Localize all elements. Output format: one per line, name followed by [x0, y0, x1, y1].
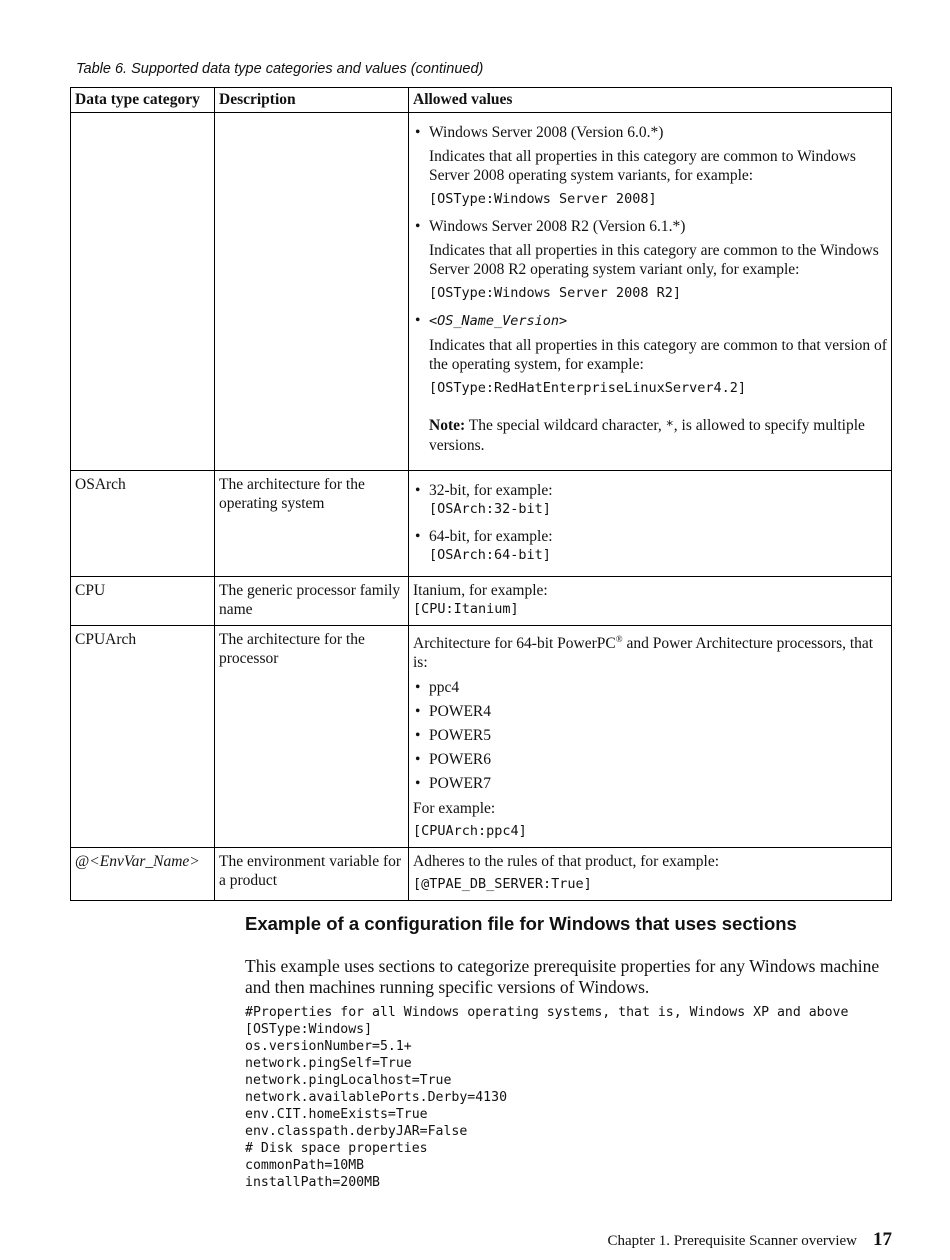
table-header-row	[71, 88, 892, 113]
cell-description-empty	[215, 113, 409, 471]
intro-text-2: and Power Architecture processors, that is:	[413, 635, 874, 672]
note-label: Note:	[429, 417, 466, 434]
list-item	[413, 527, 887, 565]
envvar-line: Adheres to the rules of that product, for example:	[413, 853, 720, 871]
cell-allowed-values	[409, 848, 892, 901]
data-type-table	[70, 87, 892, 901]
arch-list	[413, 481, 887, 565]
header-allowed-values: Allowed values	[409, 88, 892, 113]
list-item: • POWER5	[413, 726, 887, 745]
table-row-envvar	[71, 848, 892, 901]
note-wildcard: *	[665, 418, 674, 434]
header-description: Description	[215, 88, 409, 113]
os-version-list-3	[413, 311, 887, 331]
cell-description: The generic processor family name	[215, 577, 409, 626]
for-example-label: For example:	[413, 800, 496, 818]
note-text-2: , is allowed to specify multiple versions.	[429, 417, 865, 454]
item-example: [OSType:RedHatEnterpriseLinuxServer4.2]	[429, 380, 746, 396]
item-label: • 64-bit, for example:	[429, 528, 553, 545]
item-label: • 32-bit, for example:	[429, 482, 553, 499]
cell-allowed-values	[409, 471, 892, 577]
section-heading: Example of a configuration file for Windows that uses sections	[245, 913, 797, 934]
item-title: Windows Server 2008 (Version 6.0.*)	[429, 124, 664, 141]
item-description: Indicates that all properties in this category are common to the Windows Server 2008 R2 operating system variant only, for example:	[429, 242, 879, 278]
cell-category: CPUArch	[71, 626, 215, 848]
category-prefix: @	[75, 853, 90, 871]
section-paragraph: This example uses sections to categorize prerequisite properties for any Windows machine and then machines running specific versions of Windows.	[245, 956, 880, 997]
list-item: • ppc4	[413, 678, 887, 697]
note-text-1: The special wildcard character,	[465, 417, 666, 434]
envvar-example: [@TPAE_DB_SERVER:True]	[413, 876, 592, 893]
cell-allowed-values	[409, 626, 892, 848]
registered-mark: ®	[615, 634, 623, 644]
cell-description: The architecture for the operating system	[215, 471, 409, 577]
page-number: 17	[873, 1229, 892, 1250]
cell-description: The architecture for the processor	[215, 626, 409, 848]
table-caption: Table 6. Supported data type categories and values (continued)	[76, 61, 484, 77]
processor-list	[413, 678, 887, 793]
item-title: <OS_Name_Version>	[429, 313, 568, 329]
cell-description: The environment variable for a product	[215, 848, 409, 901]
chapter-title: Chapter 1. Prerequisite Scanner overview	[607, 1233, 857, 1249]
cell-allowed-values	[409, 577, 892, 626]
cpu-example: [CPU:Itanium]	[413, 601, 519, 617]
table-row-ostype-continued	[71, 113, 892, 471]
cpuarch-intro	[413, 630, 887, 672]
header-data-type-category: Data type category	[71, 88, 215, 113]
page-footer	[608, 1229, 893, 1251]
cpu-line: Itanium, for example:	[413, 582, 548, 599]
table-row-osarch	[71, 471, 892, 577]
item-title: Windows Server 2008 R2 (Version 6.1.*)	[429, 218, 686, 235]
wildcard-note	[413, 416, 887, 455]
cell-allowed-values-ostype	[409, 113, 892, 471]
item-example: [OSArch:64-bit]	[429, 547, 551, 563]
list-item: • POWER7	[413, 774, 887, 793]
config-code-block: #Properties for all Windows operating systems, that is, Windows XP and above [OSType:Windows] os.versionNumber=5.1+ network.pingSelf=True network.pingLocalhost=True network.availablePorts.Derby=4130 env.CIT.homeExists=True env.classpath.derbyJAR=False # Disk space properties commonPath=10MB installPath=200MB	[245, 1005, 849, 1190]
list-item: • POWER6	[413, 750, 887, 769]
list-item	[413, 311, 887, 331]
item-description: Indicates that all properties in this category are common to that version of the operating system, for example:	[429, 337, 887, 373]
item-description: Indicates that all properties in this category are common to Windows Server 2008 operating system variants, for example:	[429, 148, 856, 184]
list-item: • POWER4	[413, 702, 887, 721]
cell-category-empty	[71, 113, 215, 471]
os-version-list-2	[413, 217, 887, 236]
cell-category	[71, 848, 215, 901]
item-example: [OSType:Windows Server 2008]	[429, 191, 657, 207]
list-item	[413, 123, 887, 142]
item-example: [OSType:Windows Server 2008 R2]	[429, 285, 681, 301]
list-item	[413, 217, 887, 236]
intro-text-1: Architecture for 64-bit PowerPC	[413, 635, 616, 653]
item-example: [OSArch:32-bit]	[429, 501, 551, 517]
category-variable: <EnvVar_Name>	[89, 853, 200, 871]
cell-category: OSArch	[71, 471, 215, 577]
cell-category: CPU	[71, 577, 215, 626]
table-row-cpuarch	[71, 626, 892, 848]
list-item	[413, 481, 887, 519]
cpuarch-example: [CPUArch:ppc4]	[413, 823, 527, 840]
os-version-list	[413, 123, 887, 142]
table-row-cpu	[71, 577, 892, 626]
